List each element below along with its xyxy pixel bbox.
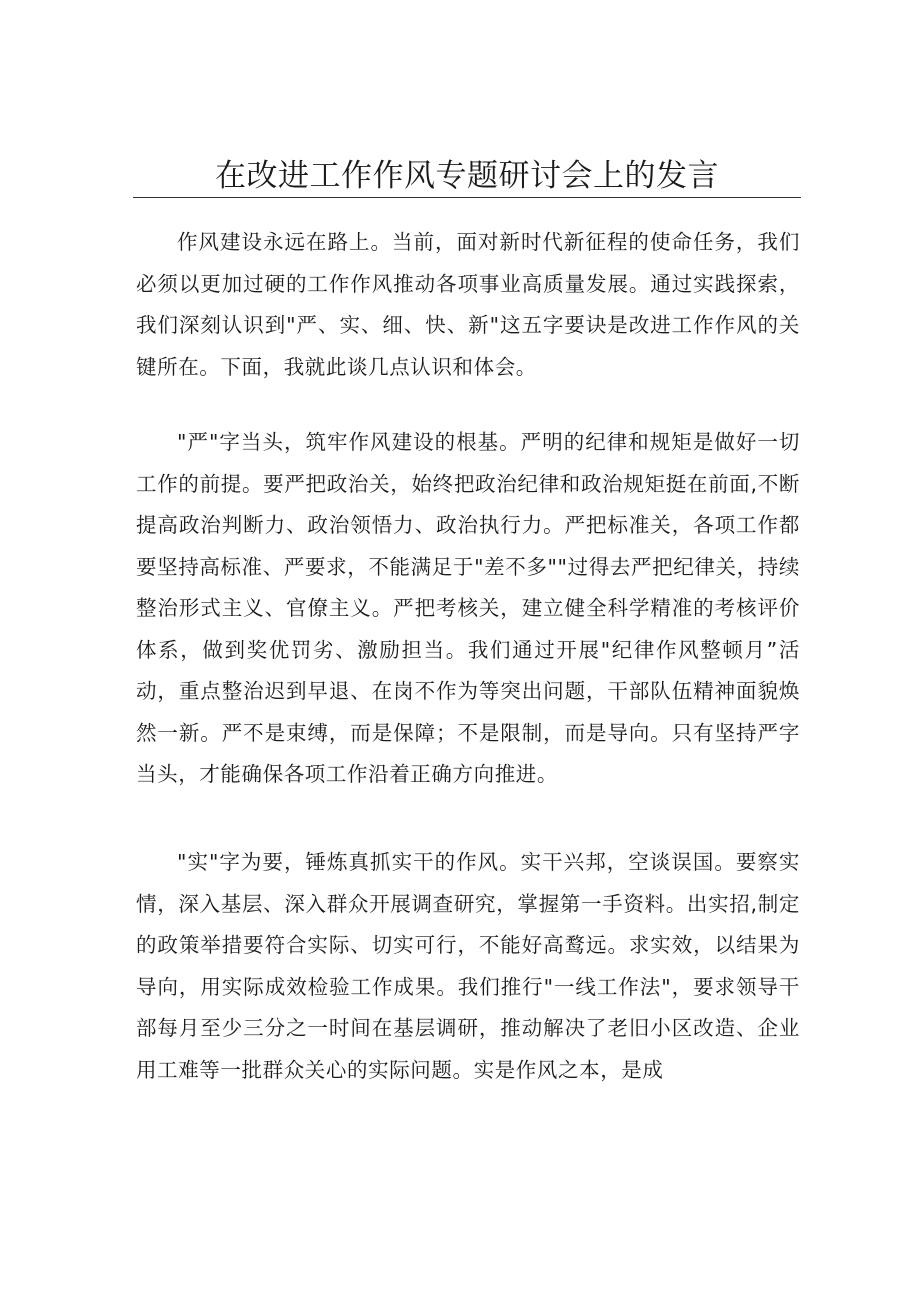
title-underline [133, 197, 801, 198]
document-title: 在改进工作作风专题研讨会上的发言 [215, 158, 719, 194]
paragraph-intro: 作风建设永远在路上。当前，面对新时代新征程的使命任务，我们必须以更加过硬的工作作风推动各项事业高质量发展。通过实践探索，我们深刻认识到"严、实、细、快、新"这五字要诀是改进工作作风的关键所在。下面，我就此谈几点认识和体会。 [136, 230, 800, 379]
paragraph-shi: "实"字为要，锤炼真抓实干的作风。实干兴邦，空谈误国。要察实情，深入基层、深入群众开展调查研究，掌握第一手资料。出实招,制定的政策举措要符合实际、切实可行，不能好高鹜远。求实效，以结果为导向，用实际成效检验工作成果。我们推行"一线工作法"，要求领导干部每月至少三分之一时间在基层调研，推动解决了老旧小区改造、企业用工难等一批群众关心的实际问题。实是作风之本，是成 [136, 850, 800, 1082]
paragraph-yan: "严"字当头，筑牢作风建设的根基。严明的纪律和规矩是做好一切工作的前提。要严把政治关，始终把政治纪律和政治规矩挺在前面,不断提高政治判断力、政治领悟力、政治执行力。严把标准关，各项工作都要坚持高标准、严要求，不能满足于"差不多""过得去严把纪律关，持续整治形式主义、官僚主义。严把考核关，建立健全科学精准的考核评价体系，做到奖优罚劣、激励担当。我们通过开展"纪律作风整顿月”活动，重点整治迟到早退、在岗不作为等突出问题，干部队伍精神面貌焕然一新。严不是束缚，而是保障；不是限制，而是导向。只有坚持严字当头，才能确保各项工作沿着正确方向推进。 [136, 430, 800, 786]
